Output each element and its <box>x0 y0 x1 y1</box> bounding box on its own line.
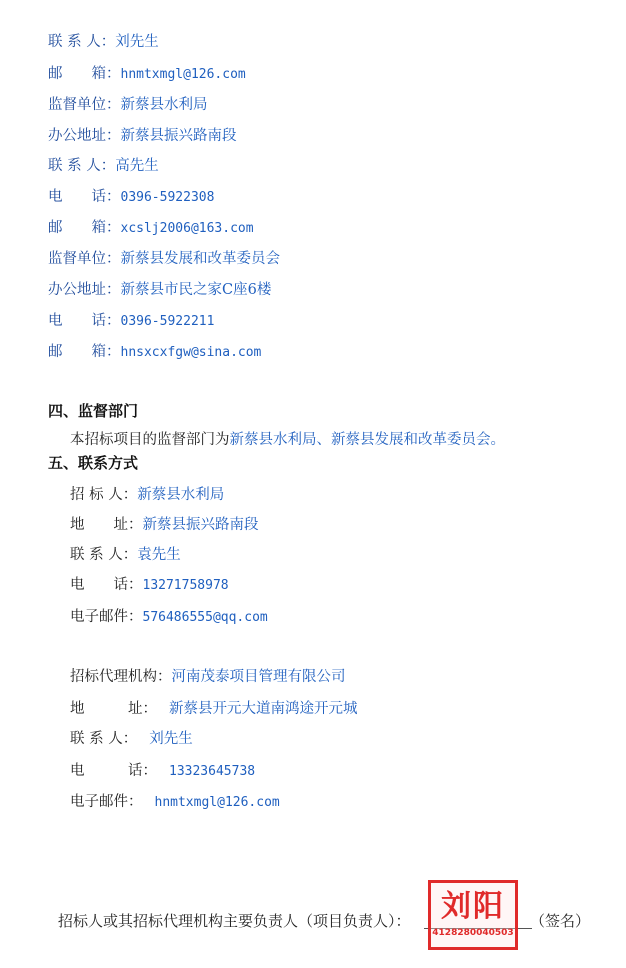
paragraph-text: 本招标项目的监督部门为 <box>70 432 230 448</box>
field-value: 刘先生 <box>115 34 159 50</box>
contact-row <box>70 483 224 504</box>
contact-row <box>48 185 214 206</box>
field-label: 邮 箱： <box>48 66 121 82</box>
field-label: 联 系 人： <box>70 731 138 747</box>
contact-row <box>70 790 280 811</box>
contact-row <box>48 247 280 268</box>
field-label: 办公地址： <box>48 128 121 144</box>
field-label: 地 址： <box>70 517 143 533</box>
field-value: 新蔡县水利局 <box>120 97 208 113</box>
email-value: hnmtxmgl@126.com <box>154 795 280 810</box>
supervision-paragraph <box>70 428 505 449</box>
phone-value: 0396-5922211 <box>120 314 215 329</box>
field-value: 刘先生 <box>149 731 193 747</box>
field-label: 联 系 人： <box>48 158 116 174</box>
phone-value: 13323645738 <box>169 764 256 779</box>
contact-row <box>70 513 259 534</box>
field-label: 招 标 人： <box>70 487 138 503</box>
contact-row <box>48 154 159 175</box>
contact-row <box>48 30 159 51</box>
field-value: 新蔡县水利局 <box>137 487 225 503</box>
field-value: 新蔡县振兴路南段 <box>120 128 237 144</box>
field-label: 电 话： <box>48 189 121 205</box>
field-label: 邮 箱： <box>48 220 121 236</box>
contact-row <box>70 759 255 780</box>
field-value: 高先生 <box>115 158 159 174</box>
field-value: 新蔡县开元大道南鸿途开元城 <box>169 701 358 717</box>
contact-row <box>70 605 268 626</box>
name-seal-stamp <box>428 880 518 950</box>
stamp-number: 4128280040503 <box>432 928 514 938</box>
email-value: hnmtxmgl@126.com <box>120 67 246 82</box>
field-value: 新蔡县振兴路南段 <box>142 517 259 533</box>
signature-suffix: （签名） <box>530 912 591 930</box>
contact-row <box>48 216 254 237</box>
field-value: 新蔡县市民之家C座6楼 <box>120 282 272 298</box>
contact-row <box>70 665 346 686</box>
field-value: 河南茂泰项目管理有限公司 <box>171 669 346 685</box>
signature-line: 招标人或其招标代理机构主要负责人（项目负责人）： <box>58 912 411 930</box>
field-label: 电 话： <box>48 313 121 329</box>
field-label: 监督单位： <box>48 97 121 113</box>
section-heading-supervision: 四、监督部门 <box>48 402 139 420</box>
stamp-name: 刘阳 <box>441 889 505 924</box>
field-label: 联 系 人： <box>70 547 138 563</box>
phone-value: 0396-5922308 <box>120 190 215 205</box>
field-label: 电子邮件： <box>70 794 143 810</box>
contact-row <box>70 543 181 564</box>
field-label: 办公地址： <box>48 282 121 298</box>
email-value: 576486555@qq.com <box>142 610 268 625</box>
section-heading-contact: 五、联系方式 <box>48 454 139 472</box>
field-value: 新蔡县发展和改革委员会 <box>120 251 280 267</box>
field-label: 招标代理机构： <box>70 669 172 685</box>
phone-value: 13271758978 <box>142 578 229 593</box>
field-label: 监督单位： <box>48 251 121 267</box>
field-label: 电 话： <box>70 763 157 779</box>
field-label: 联 系 人： <box>48 34 116 50</box>
contact-row <box>70 573 229 594</box>
field-label: 地 址： <box>70 701 157 717</box>
contact-row <box>48 340 261 361</box>
field-value: 袁先生 <box>137 547 181 563</box>
contact-row <box>48 309 214 330</box>
contact-row <box>48 124 237 145</box>
contact-row <box>48 62 246 83</box>
field-label: 电 话： <box>70 577 143 593</box>
field-label: 邮 箱： <box>48 344 121 360</box>
contact-row <box>48 278 271 299</box>
paragraph-highlight: 新蔡县水利局、新蔡县发展和改革委员会。 <box>229 432 505 448</box>
contact-row <box>70 727 193 748</box>
field-label: 电子邮件： <box>70 609 143 625</box>
email-value: xcslj2006@163.com <box>120 221 254 236</box>
contact-row <box>48 93 208 114</box>
contact-row <box>70 697 358 718</box>
email-value: hnsxcxfgw@sina.com <box>120 345 262 360</box>
